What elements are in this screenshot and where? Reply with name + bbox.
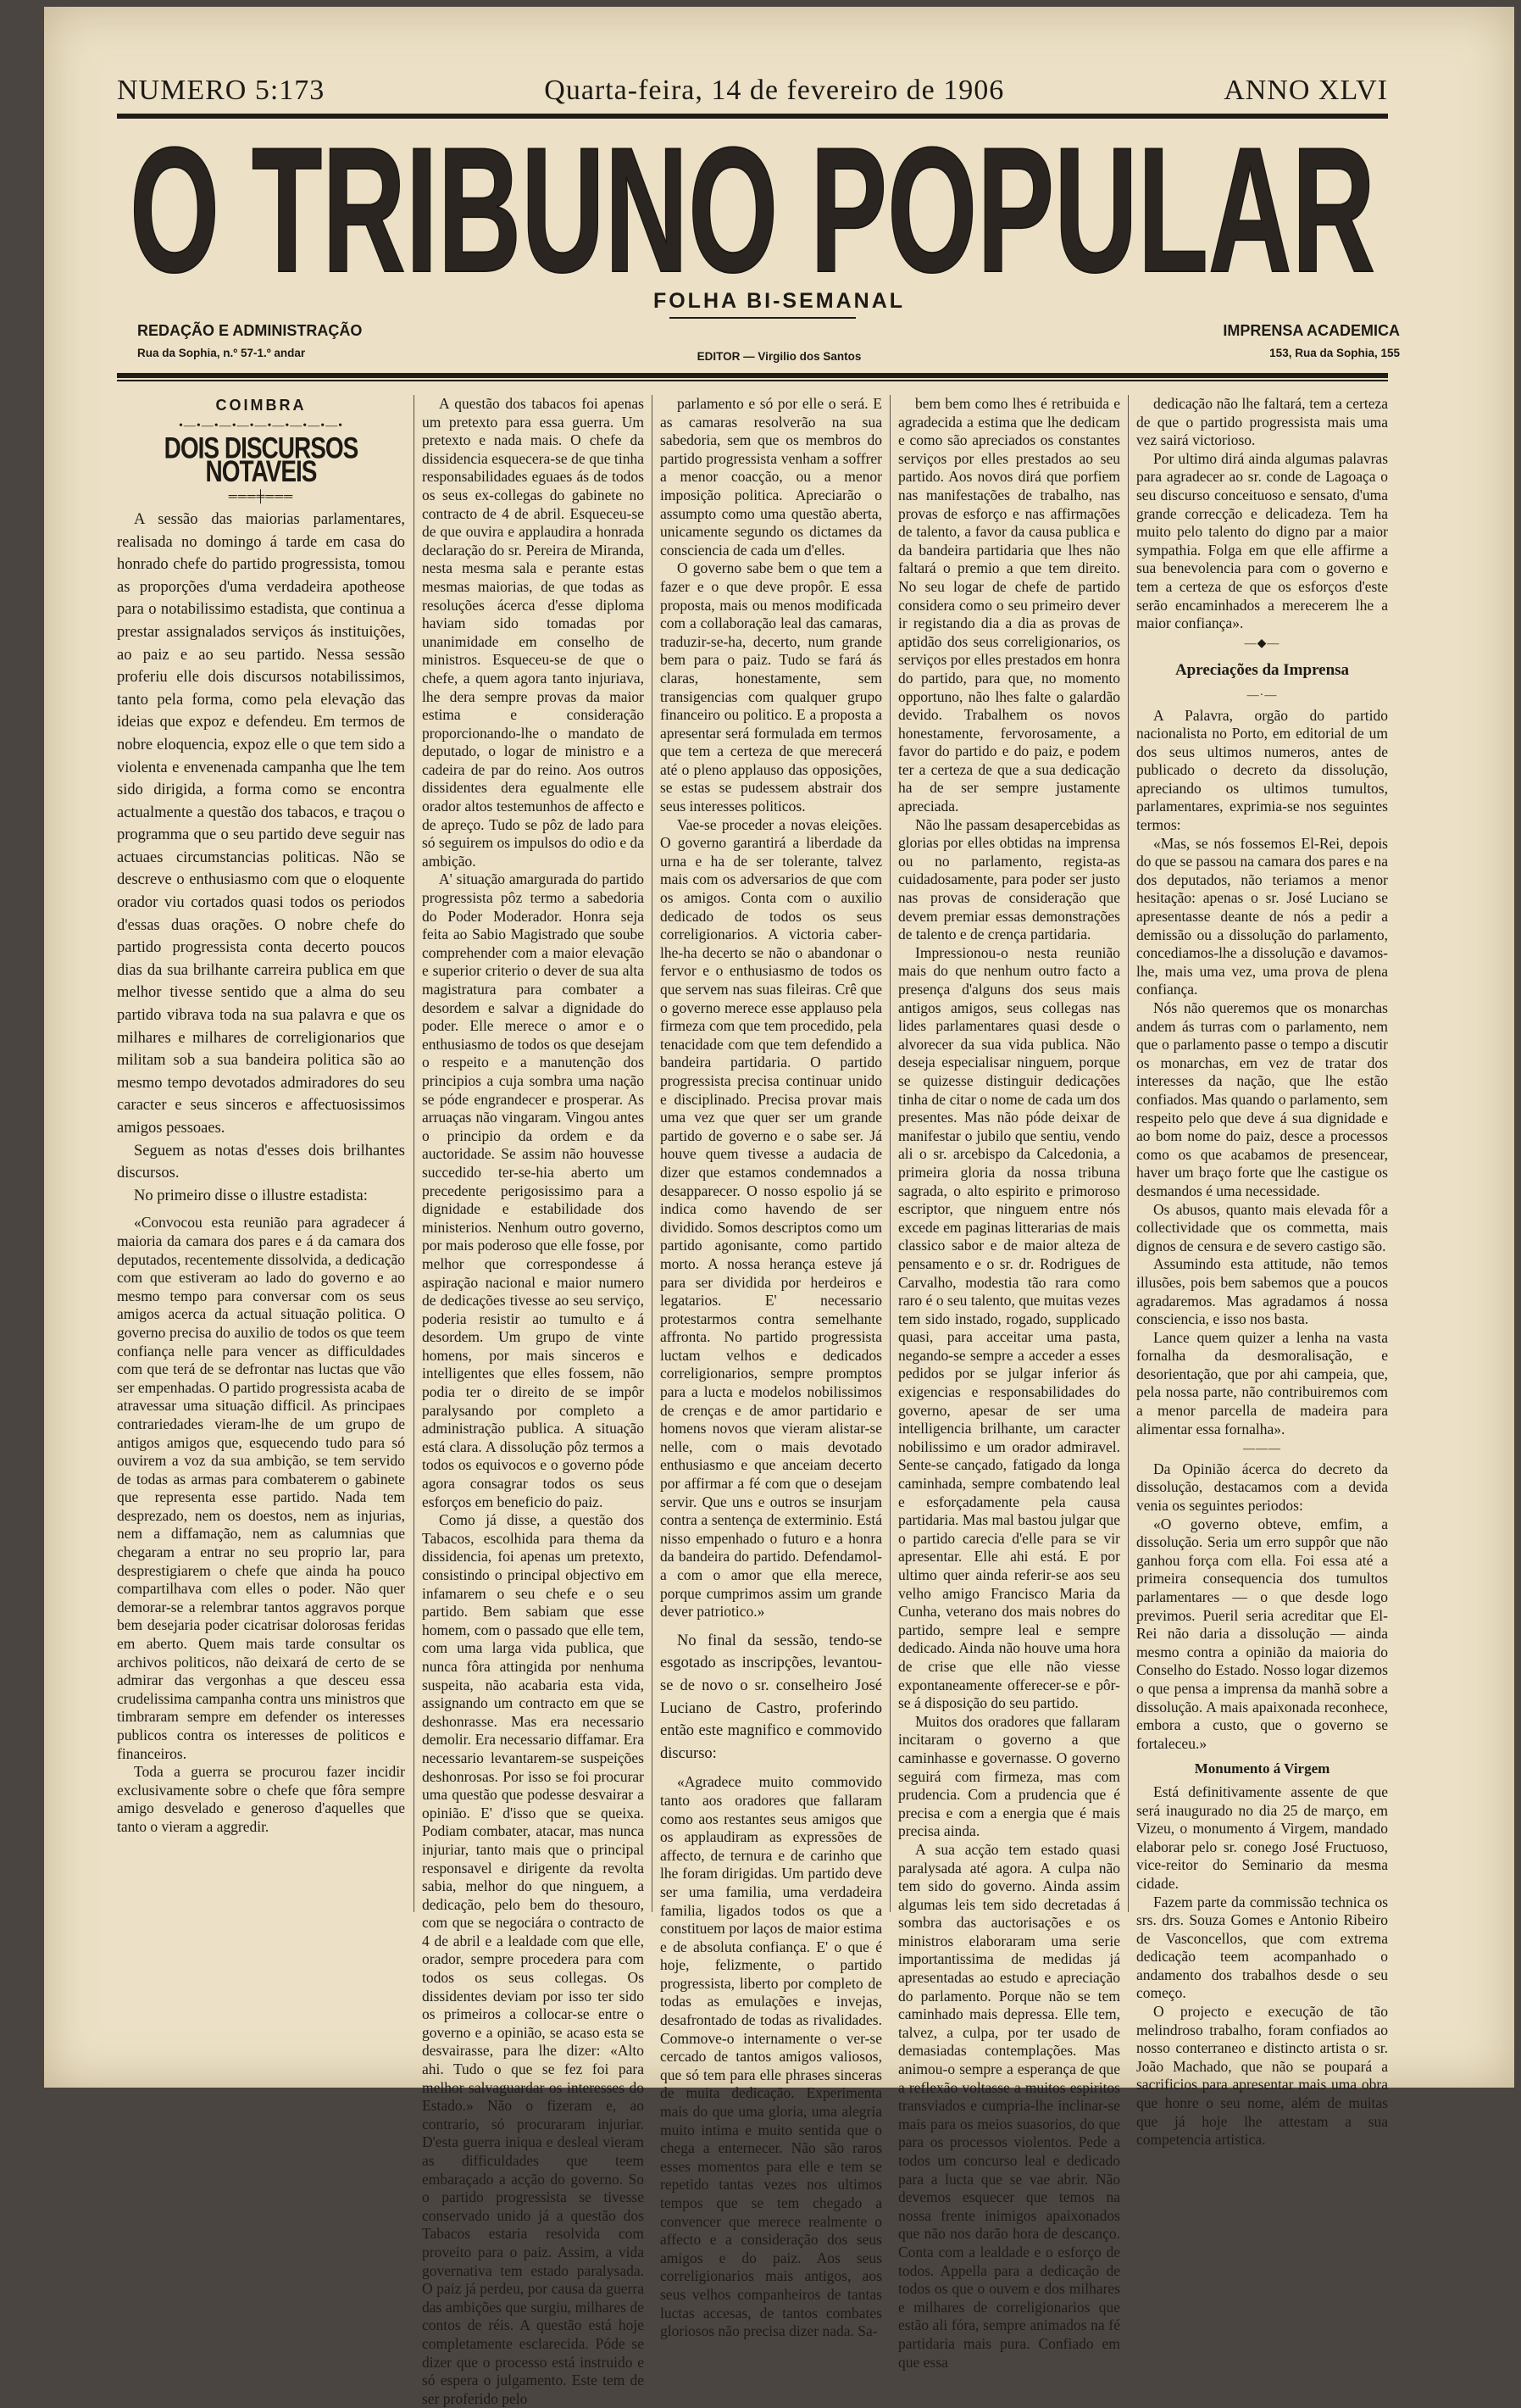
headline: DOIS DISCURSOS NOTAVEIS <box>164 431 358 488</box>
article-paragraph: «Agradece muito commovido tanto aos oradores que fallaram como aos restantes seus amigos que os applaudiram as expressões de affecto, de ternura e de carinho que lhe foram dirigidas. Um partido deve ser uma familia, uma verdadeira familia, ligados todos os que a constituem por laços de maior estima e de absoluta confiança. E' o que é hoje, felizmente, o partido progressista, liberto por completo de todas as emulações e invejas, desafrontado de todas as rivalidades. Commove-o internamente o ver-se cercado de tantos amigos valiosos, que só tem para elle phrases sinceras de muita dedicação. Experimenta mais do que uma gloria, uma alegria muito intima e muito sentida que o chega a enternecer. Não são raros esses momentos para elle e tem se repetido tantas vezes nos ultimos tempos que se tem chegado a convencer que merece realmente o affecto e a consideração dos seus amigos e do paiz. Aos seus correligionarios mais antigos, aos seus velhos companheiros de tantas luctas accesas, de tantos combates gloriosos não precisa dizer nada. Sa- <box>660 1773 882 2340</box>
ornament-divider: ═══╪═══ <box>228 491 294 504</box>
article-paragraph: Seguem as notas d'esses dois brilhantes discursos. <box>117 1142 405 1182</box>
article-paragraph: Por ultimo dirá ainda algumas palavras para agradecer ao sr. conde de Lagoaça o seu discurso conceituoso e sensato, d'uma grande correcção e delicadeza. Tem ha muito pelo talento do digno par a maior sympathia. Folga em que elle affirme a sua benevolencia para com o governo e tem a certeza de que os esforços d'este serão encaminhados a merecerem lhe a maior confiança». <box>1136 449 1388 632</box>
article-paragraph: Lance quem quizer a lenha na vasta fornalha da desmoralisação, e desorientação, que por ahi campeia, que, pela nossa parte, não contribuiremos com a menor parcella de madeira para alimentar essa fornalha». <box>1136 1328 1388 1438</box>
ornament-rule: •—•—•—•—•—•—•—•—•—• <box>178 419 343 432</box>
newspaper-page <box>44 7 1514 2407</box>
editorial-office-address: Rua da Sophia, n.º 57-1.º andar <box>137 347 306 359</box>
editor-name: EDITOR — Virgilio dos Santos <box>697 350 862 363</box>
column-3 <box>660 395 882 2340</box>
article-paragraph: Está definitivamente assente de que será inaugurado no dia 25 de março, em Vizeu, o monumento á Virgem, mandado elaborar pelo sr. conego José Fructuoso, vice-reitor do Seminario da mesma cidade. <box>1136 1782 1388 1892</box>
ornament-rule: —·— <box>1246 688 1278 702</box>
issue-year: ANNO XLVI <box>1224 75 1388 106</box>
press-address: 153, Rua da Sophia, 155 <box>1269 347 1400 359</box>
article-paragraph: No final da sessão, tendo-se esgotado as inscripções, levantou-se de novo o sr. conselheiro José Luciano de Castro, proferindo então este magnifico e commovido discurso: <box>660 1632 882 1762</box>
article-paragraph: No primeiro disse o illustre estadista: <box>134 1187 368 1204</box>
article-paragraph: Os abusos, quanto mais elevada fôr a collectividade que os commetta, mais dignos de censura e de severo castigo são. <box>1136 1200 1388 1254</box>
article-paragraph: A' situação amargurada do partido progressista pôz termo a sabedoria do Poder Moderador. Honra seja feita ao Sabio Magistrado que soube comprehender com a maior elevação e superior criterio o dever de sua alta magistratura para combater a desordem e salvar a dignidade do poder. Elle merece o amor e o enthusiasmo de todos os que desejam o respeito e a manutenção dos principios a cuja sombra uma nação se póde engrandecer e prosperar. As arruaças não vingaram. Vingou antes o principio da ordem e da auctoridade. Se assim não houvesse succedido ter-se-hia aberto um precedente perigosissimo para a dignidade e estabilidade dos ministerios. Nenhum outro governo, por mais poderoso que elle fosse, por melhor que correspondesse á aspiração nacional e maior numero de dedicações tivesse ao seu serviço, poderia resistir ao tumulto e á desordem. Um grupo de vinte homens, por mais sinceros e intelligentes que elles fossem, não podia ter o direito de se impôr paralysando por completo a administração publica. A situação está clara. A dissolução pôz termos a todos os equivocos e o governo póde agora consagrar todos os seus esforços em beneficio do paiz. <box>422 870 644 1510</box>
subtitle-rule <box>669 317 856 319</box>
article-paragraph: «O governo obteve, emfim, a dissolução. Seria um erro suppôr que não ganhou força com ella. Foi essa até a primeira consequencia dos tumultos parlamentares — o que desde logo previmos. Pueril seria acreditar que El-Rei não daria a dissolução — ainda mesmo contra a opinião da maioria do Conselho do Estado. Nosso logar dizemos o que pensa a imprensa da manhã sobre a dissolução. A mais apaixonada reconhece, embora a custo, que o governo se fortaleceu.» <box>1136 1515 1388 1752</box>
article-paragraph: Vae-se proceder a novas eleições. O governo garantirá a liberdade da urna e ha de ser tolerante, talvez mais com os adversarios de que com os amigos. Conta com o auxilio dedicado de todos os seus correligionarios. A victoria caber-lhe-ha decerto se não o abandonar o fervor e o enthusiasmo de todos os que servem nas suas fileiras. Crê que o governo merece esse applauso pela firmeza com que tem procedido, pela tenacidade com que tem defendido a bandeira partidaria. O partido progressista precisa continuar unido e disciplinado. Precisa provar mais uma vez que quer ser um grande partido de governo e o sabe ser. Já houve quem tivesse a audacia de dizer que estamos condemnados a desapparecer. O nosso espolio já se indica como havendo de ser dividido. Somos descriptos como um partido agonisante, como partido morto. A nossa herança esteve já para ser dividida por herdeiros e legatarios. E' necessario protestarmos contra semelhante affronta. No partido progressista luctam velhos e dedicados correligionarios, sempre promptos para a lucta e modelos nobilissimos de crenças e de amor partidario e homens novos que vieram alistar-se nelle, com o mais devotado enthusiasmo e que anceiam decerto por affirmar a fé com que o desejam servir. Que uns e outros se insurjam contra a sentença de exterminio. Está nisso empenhado o futuro e a honra da bandeira do partido. Defendamol-a com o amor que ella merece, porque cumprimos assim um grande dever patriotico.» <box>660 815 882 1621</box>
article-paragraph: O governo sabe bem o que tem a fazer e o que deve propôr. E essa proposta, mais ou menos modificada com a collaboração leal das camaras, traduzir-se-ha, decerto, num grande bem para o paiz. Tudo se fará ás claras, honestamente, sem transigencias com qualquer grupo financeiro ou politico. E a proposta a apresentar será formulada em termos que tem a certeza de que merecerá até o pleno applauso das opposições, se estas se pudessem abstrair dos seus interesses politicos. <box>660 559 882 815</box>
article-paragraph: O projecto e execução de tão melindroso trabalho, foram confiados ao nosso conterraneo e distincto artista o sr. João Machado, que não se poupará a sacrificios para apresentar mais uma obra que honre o seu nome, além de muitas que já hoje lhe attestam a sua competencia artistica. <box>1136 2003 1388 2149</box>
article-paragraph: Muitos dos oradores que fallaram incitaram o governo a que caminhasse e governasse. O governo seguirá com firmeza, mas com prudencia. Com a prudencia que é precisa e com a energia que é mais precisa ainda. <box>898 1712 1120 1840</box>
article-paragraph: parlamento e só por elle o será. E as camaras resolverão na sua sabedoria, sem que os membros do partido progressista venham a soffrer a menor coacção, ou a menor imposição politica. Apreciarão o assumpto como uma questão aberta, unicamente segundo os dictames da consciencia de cada um d'elles. <box>660 395 882 559</box>
title-text: O TRIBUNO POPULAR <box>130 110 1375 309</box>
issue-date: Quarta-feira, 14 de fevereiro de 1906 <box>544 75 1005 106</box>
masthead-bottom-rule-thin <box>117 380 1388 381</box>
article-paragraph: Impressionou-o nesta reunião mais do que nenhum outro facto a presença d'alguns dos seus mais antigos amigos, seus collegas nas lides parlamentares quasi desde o alvorecer da sua vida publica. Não deseja especialisar ninguem, porque se quizesse distinguir dedicações tinha de citar o nome de cada um dos presentes. Mas não póde deixar de manifestar o jubilo que sentiu, vendo ali o sr. arcebispo da Calcedonia, a primeira gloria da nossa tribuna sagrada, o alto espirito e primoroso escriptor, que ninguem entre nós excede em paginas litterarias de mais classico sabor e de maior alteza de pensamento e o sr. dr. Rodrigues de Carvalho, modestia tão rara como raro é o seu talento, que muitas vezes tem sido instado, rogado, supplicado quasi, para acceitar uma pasta, negando-se sempre a acceder a esses pedidos por se julgar inferior ás exigencias e responsabilidades do governo, apesar de ser uma intelligencia brilhante, um caracter nobilissimo e um orador admiravel. Sente-se cançado, fatigado da longa caminhada, sempre combatendo leal e esforçadamente pela causa partidaria. Mas mal bastou julgar que o partido carecia d'elle para se vir apresentar. Elle ahi está. E por ultimo quer ainda referir-se aos seu velho amigo Francisco Maria da Cunha, veterano dos mais nobres do partido, sempre leal e sempre dedicado. Ainda não houve uma hora de crise que elle não viesse expontaneamente offerecer-se e pôr-se á disposição do seu partido. <box>898 943 1120 1712</box>
article-paragraph: bem bem como lhes é retribuida e agradecida a estima que lhe dedicam e como são apreciados os constantes serviços por elles prestados ao seu partido. Aos novos dirá que porfiem nas manifestações de trabalho, nas provas de esforço e nas affirmações de talento, a favor da causa publica e da bandeira partidaria que lhes não faltará o premio a que tem direito. No seu logar de chefe de partido considera como o seu primeiro dever ir registando dia a dia as provas de aptidão dos seus correligionarios, os serviços por elles prestados em honra do partido, para que, no momento opportuno, não lhes falte o galardão devido. Trabalhem os novos honestamente, fervorosamente, a favor do partido e do paiz, e podem ter a certeza de que a sua dedicação ha de ser sempre justamente apreciada. <box>898 395 1120 815</box>
article-paragraph: Assumindo esta attitude, não temos illusões, pois bem sabemos que a poucos agradaremos. Mas agradamos á nossa consciencia, e isso nos basta. <box>1136 1255 1388 1328</box>
issue-line <box>117 75 1388 107</box>
column-2 <box>422 395 644 2407</box>
article-paragraph: Fazem parte da commissão technica os srs. drs. Souza Gomes e Antonio Ribeiro de Vasconcellos, que com extrema dedicação teem acompanhado o andamento dos trabalhos desde o seu começo. <box>1136 1893 1388 2002</box>
article-paragraph: A Palavra, orgão do partido nacionalista no Porto, em editorial de um dos seus ultimos numeros, antes de publicado o decreto da dissolução, apreciando os ultimos tumultos, parlamentares, exprimia-se nos seguintes termos: <box>1136 706 1388 834</box>
press-heading: IMPRENSA ACADEMICA <box>1223 322 1400 339</box>
section-heading: Monumento á Virgem <box>1194 1760 1330 1777</box>
masthead-bottom-rule <box>117 373 1388 378</box>
issue-number: NUMERO 5:173 <box>117 75 325 106</box>
column-separator <box>890 395 891 1912</box>
column-1 <box>117 395 405 1912</box>
place-heading: COIMBRA <box>215 397 307 414</box>
column-separator <box>1128 395 1129 1912</box>
article-paragraph: «Mas, se nós fossemos El-Rei, depois do que se passou na camara dos pares e na dos deputados, não teriamos a menor hesitação: apenas o sr. José Luciano se apresentasse deante de nós a pedir a demissão ou a dissolução do parlamento, concediamos-lhe a dissolução e davamos-lhe, mais uma vez, uma prova de plena confiança. <box>1136 834 1388 998</box>
column-5 <box>1136 395 1388 2149</box>
article-paragraph: «Convocou esta reunião para agradecer á maioria da camara dos pares e á da camara dos deputados, recentemente dissolvida, a dedicação com que estiveram ao lado do governo e ao mesmo tempo para conversar com os seus amigos acerca da actual situação politica. O governo precisa do auxilio de todos os que teem confiança nelle para vencer as difficuldades com que terá de se defrontar nas luctas que vão ser empenhadas. O partido progressista acaba de atravessar uma situação difficil. As principaes contrariedades vieram-lhe de um grupo de antigos amigos que, esquecendo tudo para só ouvirem a voz da sua ambição, se tem servido de todas as armas para combaterem o gabinete que representa esse partido. Nada tem desprezado, nem os doestos, nem as injurias, nem a diffamação, nem as calumnias que chegaram a entrar no seu proprio lar, para desprestigiarem o chefe que ainda ha pouco compartilhava com elles o poder. Não quer demorar-se a relembrar tantos aggravos porque bem desejaria poder cicatrisar dolorosas feridas em aberto. Quem mais tarde consultar os archivos politicos, não deixará de certo de se admirar das vergonhas a que desceu essa crudelissima campanha contra uns ministros que timbraram sempre em defender os interesses publicos contra os interesses de politicos e financeiros. <box>117 1214 405 1762</box>
article-paragraph: Nós não queremos que os monarchas andem ás turras com o parlamento, nem que o parlamento passe o tempo a discutir os monarchas, em vez de tratar dos interesses da nação, que lhe estão confiados. Mas quando o parlamento, sem respeito pelo que deve á sua dignidade e ao bom nome do paiz, desce a processos como os que acabamos de presencear, haver um braço forte que lhe castigue os desmandos é uma necessidade. <box>1136 999 1388 1199</box>
article-paragraph: dedicação não lhe faltará, tem a certeza de que o partido progressista mais uma vez sairá victorioso. <box>1136 395 1388 449</box>
section-heading: Apreciações da Imprensa <box>1174 661 1350 680</box>
article-paragraph: Como já disse, a questão dos Tabacos, escolhida para thema da dissidencia, foi apenas um pretexto, consistindo o principal objectivo em infamarem o seu chefe e o seu partido. Bem sabiam que esse homem, com o passado que elle tem, com uma larga vida publica, que nunca fôra attingida por nenhuma suspeita, não acabaria esta vida, assignando um contracto em que se deshonrasse. Mas era necessario demolir. Era necessario diffamar. Era necessario levantarem-se suspeições deshonrosas. Por isso se foi procurar uma questão que podesse desvairar a opinião. E' d'isso que se queixa. Podiam combater, atacar, mas nunca injuriar, tanto mais que o principal responsavel e dirigente da revolta sabia, melhor do que ninguem, a dedicação, pelo bem do thesouro, com que se negociára o contracto de 4 de abril e a lealdade com que elle, orador, sempre procedera para com todos os seus collegas. Os dissidentes deviam por isso ter sido os primeiros a collocar-se entre o governo e a opinião, se acaso esta se desvairasse, para lhe dizer: «Alto ahi. Tudo o que se fez foi para melhor salvaguardar os interesses do Estado.» Não o fizeram e, ao contrario, só procuraram injuriar. D'esta guerra iniqua e desleal vieram as difficuldades que teem embaraçado a acção do governo. So o partido progressista se tivesse conservado unido já a questão dos Tabacos estaria resolvida com proveito para o paiz. Assim, a vida governativa tem estado paralysada. O paiz já perdeu, por causa da guerra das ambições que surgiu, milhares de contos de réis. A questão está hoje completamente esclarecida. Póde se dizer que o processo está instruido e só espera o julgamento. Este tem de ser proferido pelo <box>422 1511 644 2407</box>
editorial-office-heading: REDAÇÃO E ADMINISTRAÇÃO <box>137 322 363 339</box>
ornament-divider: —◆— <box>1244 637 1280 650</box>
article-paragraph: A sua acção tem estado quasi paralysada até agora. A culpa não tem sido do governo. Ainda assim algumas leis tem sido decretadas á sombra das auctorisações e os ministros elaboraram uma serie importantissima de medidas já apresentadas ao estudo e apreciação do parlamento. Porque não se tem caminhado mais depressa. Elle tem, talvez, a culpa, por ter usado de demasiadas contemplações. Mas animou-o sempre a esperança de que a reflexão voltasse a muitos espiritos transviados e cumpria-lhe inclinar-se mais para os meios suasorios, do que para os processos violentos. Pede a todos um concurso leal e dedicado para a lucta que se vae abrir. Não devemos esquecer que temos na nossa frente inimigos apaixonados que não nos darão hora de descanço. Conta com a lealdade e o esforço de todos. Appella para a dedicação de todos os que o ouvem e dos milhares e milhares de correligionarios que estão ali fóra, sempre animados na fé partidaria mais pura. Confiado em que essa <box>898 1840 1120 2371</box>
article-paragraph: Não lhe passam desapercebidas as glorias por elles obtidas na imprensa ou no parlamento, regista-as cuidadosamente, para poder ser justo nas provas de consideração que devem premiar essas demonstrações de talento e de crença partidaria. <box>898 815 1120 943</box>
article-paragraph: Toda a guerra se procurou fazer incidir exclusivamente sobre o chefe que fôra sempre amigo desvelado e generoso d'aquelles que tanto o vieram a aggredir. <box>117 1763 405 1835</box>
column-4 <box>898 395 1120 2371</box>
ornament-divider: ——— <box>1243 1443 1281 1456</box>
subtitle: FOLHA BI-SEMANAL <box>652 289 906 313</box>
press-info <box>1223 322 1400 359</box>
article-paragraph: A sessão das maiorias parlamentares, realisada no domingo á tarde em casa do honrado chefe do partido progressista, tomou as proporções d'uma verdadeira apotheose para o notabilissimo estadista, que continua a prestar assignalados serviços ás instituições, ao paiz e ao seu partido. Nessa sessão proferiu elle dois discursos notabilissimos, tanto pela forma, como pela elevação das ideias que expoz e defendeu. Em termos de nobre eloquencia, expoz elle o que tem sido a violenta e envenenada campanha que lhe tem sido dirigida, a forma como se encontra actualmente a questão dos tabacos, e traçou o programma que o seu partido deve seguir nas actuaes circumstancias politicas. Não se descreve o enthusiasmo com que o eloquente orador viu cortados quasi todos os periodos d'essas duas orações. O nobre chefe do partido progressista conta decerto poucos dias da sua brilhante carreira publica em que melhor tivesse sentido que a alma do seu partido vibrava toda na sua palavra e que os milhares e milhares de correligionarios que militam sob a sua bandeira politica são ao mesmo tempo devotados admiradores do seu caracter e seus sinceros e affectuosissimos amigos pessoaes. <box>117 510 405 1137</box>
article-paragraph: A questão dos tabacos foi apenas um pretexto para essa guerra. Um pretexto e nada mais. O chefe da dissidencia esquecera-se de que tinha responsabilidades eguaes ás de todos os seus ex-collegas do gabinete no contracto de 4 de abril. Esqueceu-se de que ouvira e applaudira a honrada declaração do sr. Pereira de Miranda, nesta mesma sala e perante estas mesmas maiorias, de que todas as resoluções ácerca d'esse diploma haviam sido tomadas por unanimidade em conselho de ministros. Esqueceu-se de que o chefe, a quem agora tanto injuriava, lhe dera sempre provas da maior estima e consideração proporcionando-lhe o mandato de deputado, o logar de ministro e a cadeira de par do reino. Aos outros dissidentes dera egualmente elle orador altos testemunhos de affecto e de apreço. Tudo se pôz de lado para só seguirem os impulsos do odio e da ambição. <box>422 395 644 870</box>
article-paragraph: Da Opinião ácerca do decreto da dissolução, destacamos com a devida venia os seguintes periodos: <box>1136 1460 1388 1515</box>
